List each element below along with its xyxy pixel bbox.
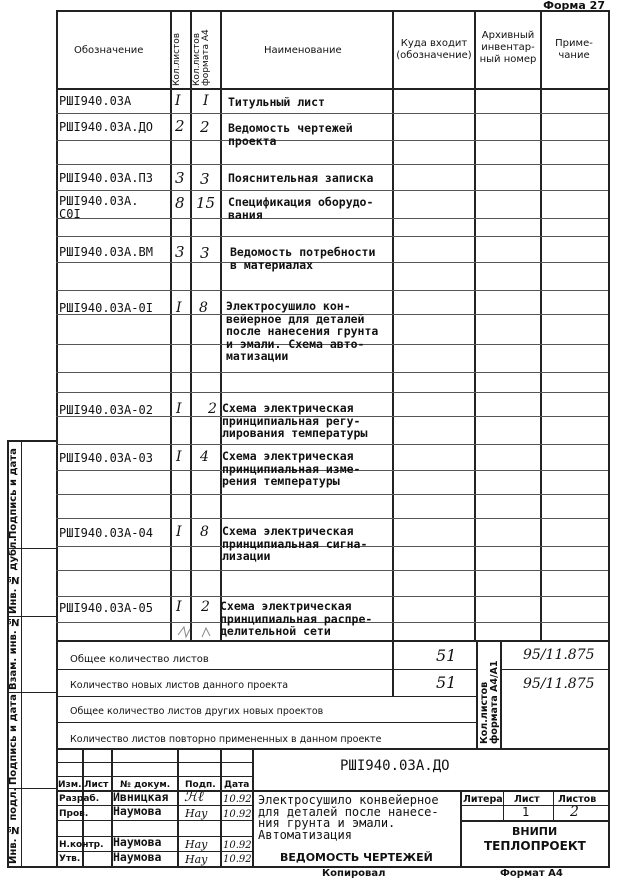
- row-name: Титульный лист: [228, 95, 325, 109]
- stamp-mark: [176, 624, 216, 638]
- row-a4: 2: [200, 118, 210, 136]
- row-code: РШI940.03А-03: [59, 451, 153, 465]
- row-sheets: 2: [175, 117, 185, 135]
- row-name: Схема электрическая принципиальная сигна- лизации: [222, 524, 368, 563]
- side-sign-date-top: Подпись и дата: [8, 448, 19, 540]
- totals-bottom: [56, 748, 609, 750]
- stamp-title: Электросушило конвейерное для деталей после нанесе- ния грунта и эмали. Автоматизация: [258, 793, 439, 842]
- grid-row-line: [56, 444, 608, 445]
- frame-left: [56, 10, 58, 866]
- stamp-litera: Литера: [463, 794, 503, 805]
- row-a4: 8: [199, 300, 208, 316]
- side-inv-dubl: Инв. № дубл.: [8, 537, 19, 614]
- row-code: РШI940.03А. С0I: [59, 194, 139, 221]
- role-date: 10.92: [223, 794, 252, 805]
- totals-line-1: [56, 669, 476, 670]
- side-sign-date-bottom: Подпись и дата: [8, 694, 19, 786]
- row-sheets: I: [176, 401, 182, 417]
- side-top: [7, 440, 57, 442]
- stamp-col-date: [220, 748, 222, 866]
- grid-row-line: [56, 372, 608, 373]
- row-code: РШI940.03А.ДО: [59, 120, 153, 134]
- stamp-col-litera: [460, 790, 462, 866]
- row-name: Спецификация оборудо- вания: [228, 195, 374, 222]
- row-sheets: I: [176, 300, 182, 316]
- grid-row-line: [56, 392, 608, 393]
- grid-row-line: [56, 113, 608, 114]
- side-inv-podl: Инв. № подл.: [8, 787, 19, 864]
- row-a4: 3: [200, 170, 210, 188]
- row-sheets: I: [176, 599, 182, 615]
- row-a4: 15: [196, 194, 216, 212]
- role-date: 10.92: [223, 809, 252, 820]
- stamp-col-date-label: Дата: [224, 780, 250, 790]
- row-a4: 2: [201, 599, 210, 615]
- stamp-sheet-type: ВЕДОМОСТЬ ЧЕРТЕЖЕЙ: [280, 851, 433, 864]
- row-sheets: I: [176, 449, 182, 465]
- role-label: Утв.: [59, 854, 81, 864]
- row-name: Пояснительная записка: [228, 171, 374, 185]
- stamp-sheet-value: 1: [522, 805, 530, 819]
- role-date: 10.92: [223, 854, 252, 865]
- grid-row-line: [56, 290, 608, 291]
- total-label: Общее количество листов: [70, 654, 209, 665]
- totals-line-3: [56, 722, 476, 723]
- grid-row-line: [56, 164, 608, 165]
- side-sep-3: [7, 692, 57, 693]
- stamp-line-litera: [460, 805, 608, 806]
- row-sheets: 3: [175, 169, 185, 187]
- header-sheets-count: Кол.листов: [172, 32, 182, 86]
- header-note: Приме- чание: [555, 38, 593, 61]
- grid-row-line: [56, 518, 608, 519]
- new-value: 51: [436, 673, 457, 692]
- role-label: Разраб.: [59, 794, 100, 804]
- role-person: Ивницкая: [113, 790, 169, 804]
- stamp-doc-code: РШI940.03А.ДО: [340, 758, 450, 774]
- stamp-line-a: [56, 762, 252, 763]
- role-label: Н.контр.: [59, 840, 104, 850]
- role-signature: ℋℓ: [184, 789, 204, 805]
- header-where-to: Куда входит (обозначение): [396, 38, 472, 61]
- header-archive: Архивный инвентар- ный номер: [479, 30, 537, 65]
- stamp-org2: ТЕПЛОПРОЕКТ: [484, 839, 586, 853]
- row-a4: 2: [208, 401, 217, 417]
- new-label: Количество новых листов данного проекта: [70, 680, 289, 691]
- role-person: Наумова: [113, 804, 162, 818]
- stamp-col-izm-label: Изм.: [58, 780, 82, 790]
- row-sheets: 3: [175, 243, 185, 261]
- form-label: Форма 27: [543, 0, 605, 12]
- stamp-col-sign: [177, 748, 179, 866]
- row-code: РШI940.03А.ВМ: [59, 245, 153, 259]
- row-name: Схема электрическая принципиальная изме- рения температуры: [222, 449, 361, 488]
- row-name: Ведомость чертежей проекта: [228, 121, 353, 148]
- row-a4: 3: [200, 244, 210, 262]
- totals-line-2: [56, 696, 476, 697]
- header-name: Наименование: [264, 45, 342, 56]
- stamp-org1: ВНИПИ: [512, 825, 558, 838]
- row-code: РШI940.03А.ПЗ: [59, 171, 153, 185]
- header-designation: Обозначение: [74, 45, 144, 56]
- side-strip-mid: [21, 440, 22, 866]
- role-signature: Нау: [185, 807, 208, 820]
- grid-row-line: [56, 570, 608, 571]
- role-label: Пров.: [59, 809, 89, 819]
- frame-top: [56, 10, 609, 12]
- stamp-sheets: Листов: [558, 794, 597, 805]
- role-date: 10.92: [223, 840, 252, 851]
- totals-right-line: [500, 669, 608, 670]
- role-person: Наумова: [113, 850, 162, 864]
- row-sheets: I: [176, 524, 182, 540]
- role-signature: Нау: [185, 838, 208, 851]
- stamp-sheet: Лист: [514, 794, 540, 805]
- total-value: 51: [436, 646, 457, 665]
- row-name: Схема электрическая принципиальная распре- делительной сети: [220, 599, 373, 638]
- row-a4: 4: [200, 449, 209, 465]
- stamp-line-b: [56, 776, 252, 777]
- stamp-line-e: [56, 820, 252, 821]
- stamp-line-org: [460, 820, 608, 822]
- a4-new: 95/11.875: [523, 676, 595, 692]
- frame-right: [608, 10, 610, 866]
- footer-copied: Копировал: [322, 868, 386, 879]
- row-code: РШI940.03А-02: [59, 403, 153, 417]
- stamp-col-sign-label: Подп.: [185, 780, 216, 790]
- grid-row-line: [56, 190, 608, 191]
- a4-total: 95/11.875: [523, 647, 595, 663]
- row-code: РШI940.03А: [59, 94, 132, 108]
- other-label: Общее количество листов других новых проектов: [70, 706, 324, 717]
- stamp-sheets-value: 2: [570, 804, 579, 820]
- stamp-line-code: [252, 790, 608, 792]
- row-sheets: I: [175, 93, 181, 109]
- grid-row-line: [56, 236, 608, 237]
- grid-row-line: [56, 494, 608, 495]
- totals-top: [56, 640, 609, 642]
- stamp-col-main: [252, 748, 254, 866]
- side-vzam-inv: Взам. инв. №: [8, 615, 19, 690]
- grid-row-line: [56, 596, 608, 597]
- role-person: Наумова: [113, 835, 162, 849]
- header-bottom-line: [56, 88, 609, 90]
- header-sheets-a4: Кол.листов формата А4: [192, 29, 211, 86]
- row-name: Схема электрическая принципиальная регу- лирования температуры: [222, 401, 368, 440]
- row-name: Электросушило кон- вейерное для деталей после нанесения грунта и эмали. Схема авто- матизации: [226, 299, 379, 363]
- row-code: РШI940.03А-04: [59, 526, 153, 540]
- totals-col-2: [476, 640, 478, 748]
- row-code: РШI940.03А-0I: [59, 301, 153, 315]
- row-a4: 8: [200, 524, 209, 540]
- totals-col-3: [500, 640, 502, 748]
- stamp-col-doc-label: № докум.: [120, 780, 171, 790]
- row-a4: I: [203, 93, 209, 109]
- reused-label: Количество листов повторно примененных в данном проекте: [70, 734, 382, 745]
- row-name: Ведомость потребности в материалах: [230, 245, 376, 272]
- a4-label: Кол.листов формата А4/А1: [479, 660, 500, 744]
- totals-col-1: [392, 640, 394, 696]
- stamp-col-list-label: Лист: [84, 780, 109, 790]
- role-signature: Нау: [185, 853, 208, 866]
- row-code: РШI940.03А-05: [59, 601, 153, 615]
- row-sheets: 8: [175, 194, 185, 212]
- footer-format: Формат А4: [500, 868, 563, 879]
- stamp-mark-icon: [176, 625, 216, 639]
